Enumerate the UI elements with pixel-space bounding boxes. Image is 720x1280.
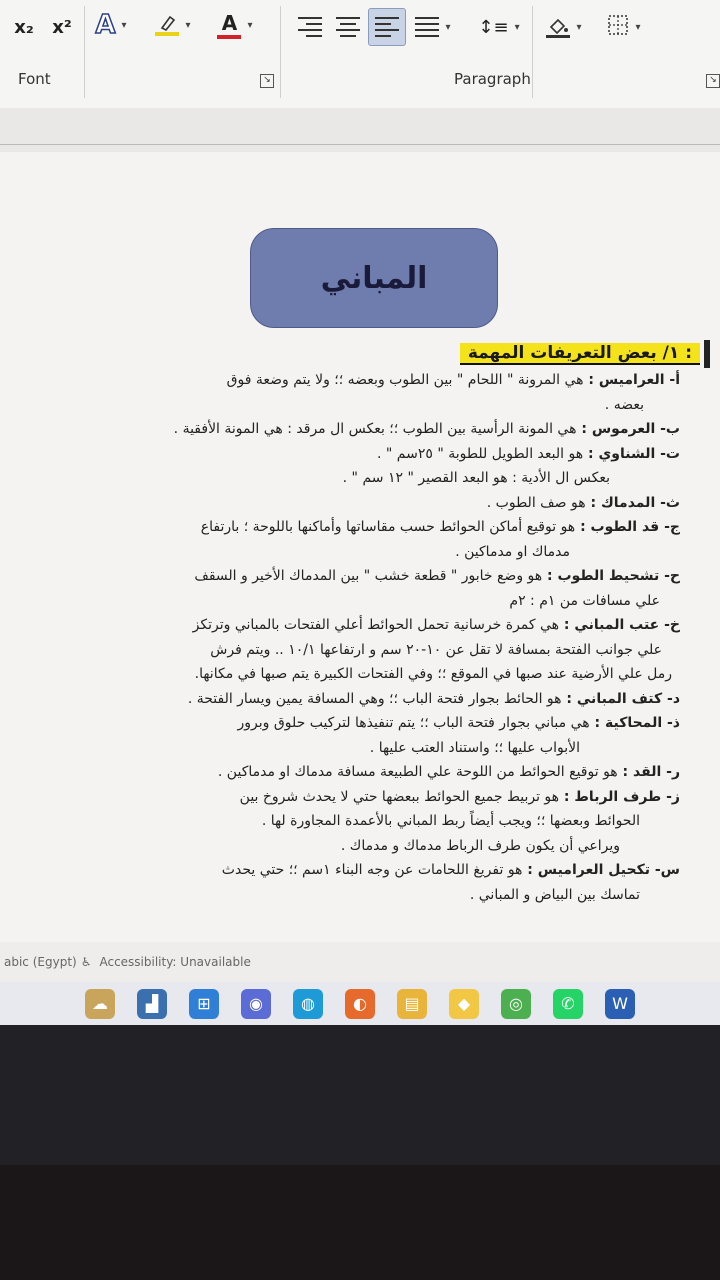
text-effects-label: A	[95, 10, 116, 40]
definition-term: أ- العراميس :	[583, 372, 680, 388]
accessibility-status[interactable]: Accessibility: Unavailable	[99, 955, 251, 969]
align-right-icon	[298, 17, 322, 37]
definition-line	[222, 862, 680, 878]
chevron-down-icon: ▾	[445, 21, 451, 33]
definition-line	[509, 593, 660, 609]
weather-icon[interactable]: ☁	[85, 989, 115, 1019]
explorer-icon[interactable]: ▤	[397, 989, 427, 1019]
definition-term: ب- العرموس :	[576, 421, 680, 437]
chevron-down-icon: ▾	[514, 21, 520, 33]
definition-line	[195, 666, 672, 682]
divider	[532, 6, 533, 98]
borders-icon	[607, 14, 629, 40]
definition-term: ت- الشناوي :	[583, 445, 680, 462]
definition-term: د- كتف المباني :	[561, 690, 680, 707]
document-title: المباني	[320, 260, 428, 296]
chrome-icon[interactable]: ◎	[501, 989, 531, 1019]
definition-term: ز- طرف الرباط :	[559, 788, 680, 805]
widget-icon[interactable]: ▟	[137, 989, 167, 1019]
font-dialog-launcher-icon[interactable]: ↘	[260, 74, 274, 88]
divider	[280, 6, 281, 98]
chevron-down-icon: ▾	[185, 19, 191, 31]
heading-marker	[704, 340, 710, 368]
definition-line	[201, 519, 680, 535]
justify-icon	[415, 17, 439, 37]
superscript-label: x²	[52, 16, 72, 38]
definition-line	[238, 715, 680, 731]
font-color-label: A	[221, 11, 238, 35]
definition-line	[341, 838, 620, 854]
section-heading	[460, 340, 710, 368]
definition-line	[470, 887, 640, 903]
language-status[interactable]: abic (Egypt)	[4, 955, 77, 969]
chevron-down-icon: ▾	[635, 21, 641, 33]
definition-line	[240, 789, 680, 805]
definition-line	[193, 617, 680, 633]
align-justify-button[interactable]	[368, 8, 406, 46]
definition-line	[174, 421, 680, 437]
definition-term: ح- تشحيط الطوب :	[542, 568, 680, 584]
borders-button[interactable]	[598, 10, 650, 44]
definition-line	[188, 691, 680, 707]
align-left-icon	[375, 17, 399, 37]
definition-text: بعكس ال الأدية : هو البعد القصير " ١٢ سم " .	[342, 470, 610, 486]
definition-text: هو صف الطوب .	[486, 494, 586, 511]
document-page[interactable]	[0, 152, 720, 942]
definition-text: هي كمرة خرسانية تحمل الحوائط أعلي الفتحات بالمباني وترتكز	[192, 617, 560, 633]
definition-text: تماسك بين البياض و المباني .	[469, 886, 640, 903]
definition-text: بعضه .	[604, 396, 644, 413]
definition-line	[377, 446, 680, 462]
definition-text: هي المرونة " اللحام " بين الطوب وبعضه ؛؛ ولا يتم وضعة فوق	[226, 372, 584, 388]
chevron-down-icon: ▾	[121, 19, 127, 31]
align-center-icon	[336, 17, 360, 37]
taskbar	[0, 982, 720, 1025]
word-icon[interactable]: W	[605, 989, 635, 1019]
align-right-button[interactable]	[294, 10, 326, 44]
definition-text: هو توقيع أماكن الحوائط حسب مقاساتها وأماكنها باللوحة ؛ بارتفاع	[200, 519, 576, 535]
definition-text: هو توقيع الحوائط من اللوحة علي الطبيعة مسافة مدماك او مدماكين .	[217, 764, 618, 780]
definition-line	[210, 642, 662, 658]
definition-line	[227, 372, 680, 388]
shading-button[interactable]	[538, 10, 590, 44]
definition-term: ذ- المحاكية :	[589, 715, 680, 731]
definition-line	[370, 740, 580, 756]
definition-text: هو البعد الطويل للطوبة " ٢٥سم " .	[377, 445, 584, 462]
definition-text: علي جوانب الفتحة بمسافة لا تقل عن ١٠-٢٠ سم و ارتفاعها ١٠/١ .. ويتم فرش	[210, 641, 662, 658]
definition-text: هي المونة الرأسية بين الطوب ؛؛ بعكس ال مرقد : هي المونة الأفقية .	[173, 421, 577, 437]
definition-text: الأبواب عليها ؛؛ واستناد العتب عليها .	[369, 739, 580, 756]
definition-line	[343, 470, 610, 486]
definition-term: ر- القد :	[617, 764, 680, 780]
definition-text: هو تربيط جميع الحوائط ببعضها حتي لا يحدث شروخ بين	[239, 788, 560, 805]
definition-line	[455, 544, 570, 560]
definition-text: هو الحائط بجوار فتحة الباب ؛؛ وهي المسافة يمين ويسار الفتحة .	[187, 690, 562, 707]
keyboard-area	[0, 1165, 720, 1280]
accessibility-icon: ♿	[80, 955, 92, 969]
definition-text: هو تفريغ اللحامات عن وجه البناء ١سم ؛؛ حتي يحدث	[221, 862, 523, 878]
font-color-button[interactable]	[208, 8, 262, 42]
heading-text: ١/ بعض التعريفات المهمة :	[460, 343, 700, 365]
definition-term: خ- عتب المباني :	[559, 617, 680, 633]
definition-term: ث- المدماك :	[585, 494, 680, 511]
divider	[84, 6, 85, 98]
start-icon[interactable]: ⊞	[189, 989, 219, 1019]
paragraph-group-label: Paragraph	[454, 70, 531, 88]
ribbon	[0, 0, 720, 109]
highlight-button[interactable]	[146, 8, 200, 42]
laptop-bezel	[0, 1025, 720, 1280]
definition-line	[218, 764, 680, 780]
subscript-label: x₂	[14, 16, 34, 38]
font-color-icon	[217, 11, 241, 39]
subscript-button[interactable]	[8, 10, 40, 44]
justify-button[interactable]	[410, 10, 456, 44]
chevron-down-icon: ▾	[247, 19, 253, 31]
ruler-edge	[0, 144, 720, 145]
firefox-icon[interactable]: ◐	[345, 989, 375, 1019]
definition-text: هو وضع خابور " قطعة خشب " بين المدماك الأخير و السقف	[194, 568, 543, 584]
title-shape[interactable]	[250, 228, 498, 328]
line-spacing-button[interactable]	[474, 10, 524, 44]
highlighter-icon	[155, 14, 179, 36]
edge-icon[interactable]: ◍	[293, 989, 323, 1019]
definition-line	[487, 495, 680, 511]
font-group-label: Font	[18, 70, 51, 88]
align-center-button[interactable]	[332, 10, 364, 44]
definition-text: الحوائط وبعضها ؛؛ ويجب أيضاً ربط المباني بالأعمدة المجاورة لها .	[261, 813, 640, 829]
whatsapp-icon[interactable]: ✆	[553, 989, 583, 1019]
chevron-down-icon: ▾	[576, 21, 582, 33]
chat-icon[interactable]: ◉	[241, 989, 271, 1019]
ruler	[0, 108, 720, 153]
superscript-button[interactable]	[46, 10, 78, 44]
line-spacing-icon: ↕≡	[478, 16, 509, 38]
paragraph-dialog-launcher-icon[interactable]: ↘	[706, 74, 720, 88]
definition-term: س- تكحيل العراميس :	[522, 862, 680, 878]
text-effects-button[interactable]	[88, 8, 134, 42]
store-icon[interactable]: ◆	[449, 989, 479, 1019]
definition-text: مدماك او مدماكين .	[455, 543, 570, 560]
definition-text: هي مباني بجوار فتحة الباب ؛؛ يتم تنفيذها لتركيب حلوق وبرور	[237, 715, 590, 731]
definition-text: ويراعي أن يكون طرف الرباط مدماك و مدماك .	[340, 837, 620, 854]
definition-term: ج- قد الطوب :	[575, 519, 680, 535]
definition-line	[605, 397, 644, 413]
definition-text: علي مسافات من ١م : ٢م	[509, 592, 660, 609]
definition-line	[262, 813, 640, 829]
status-bar	[0, 942, 720, 982]
paint-bucket-icon	[546, 17, 570, 38]
definition-text: رمل علي الأرضية عند صبها في الموقع ؛؛ وفي الفتحات الكبيرة يتم صبها في مكانها.	[194, 666, 672, 682]
definition-line	[194, 568, 680, 584]
